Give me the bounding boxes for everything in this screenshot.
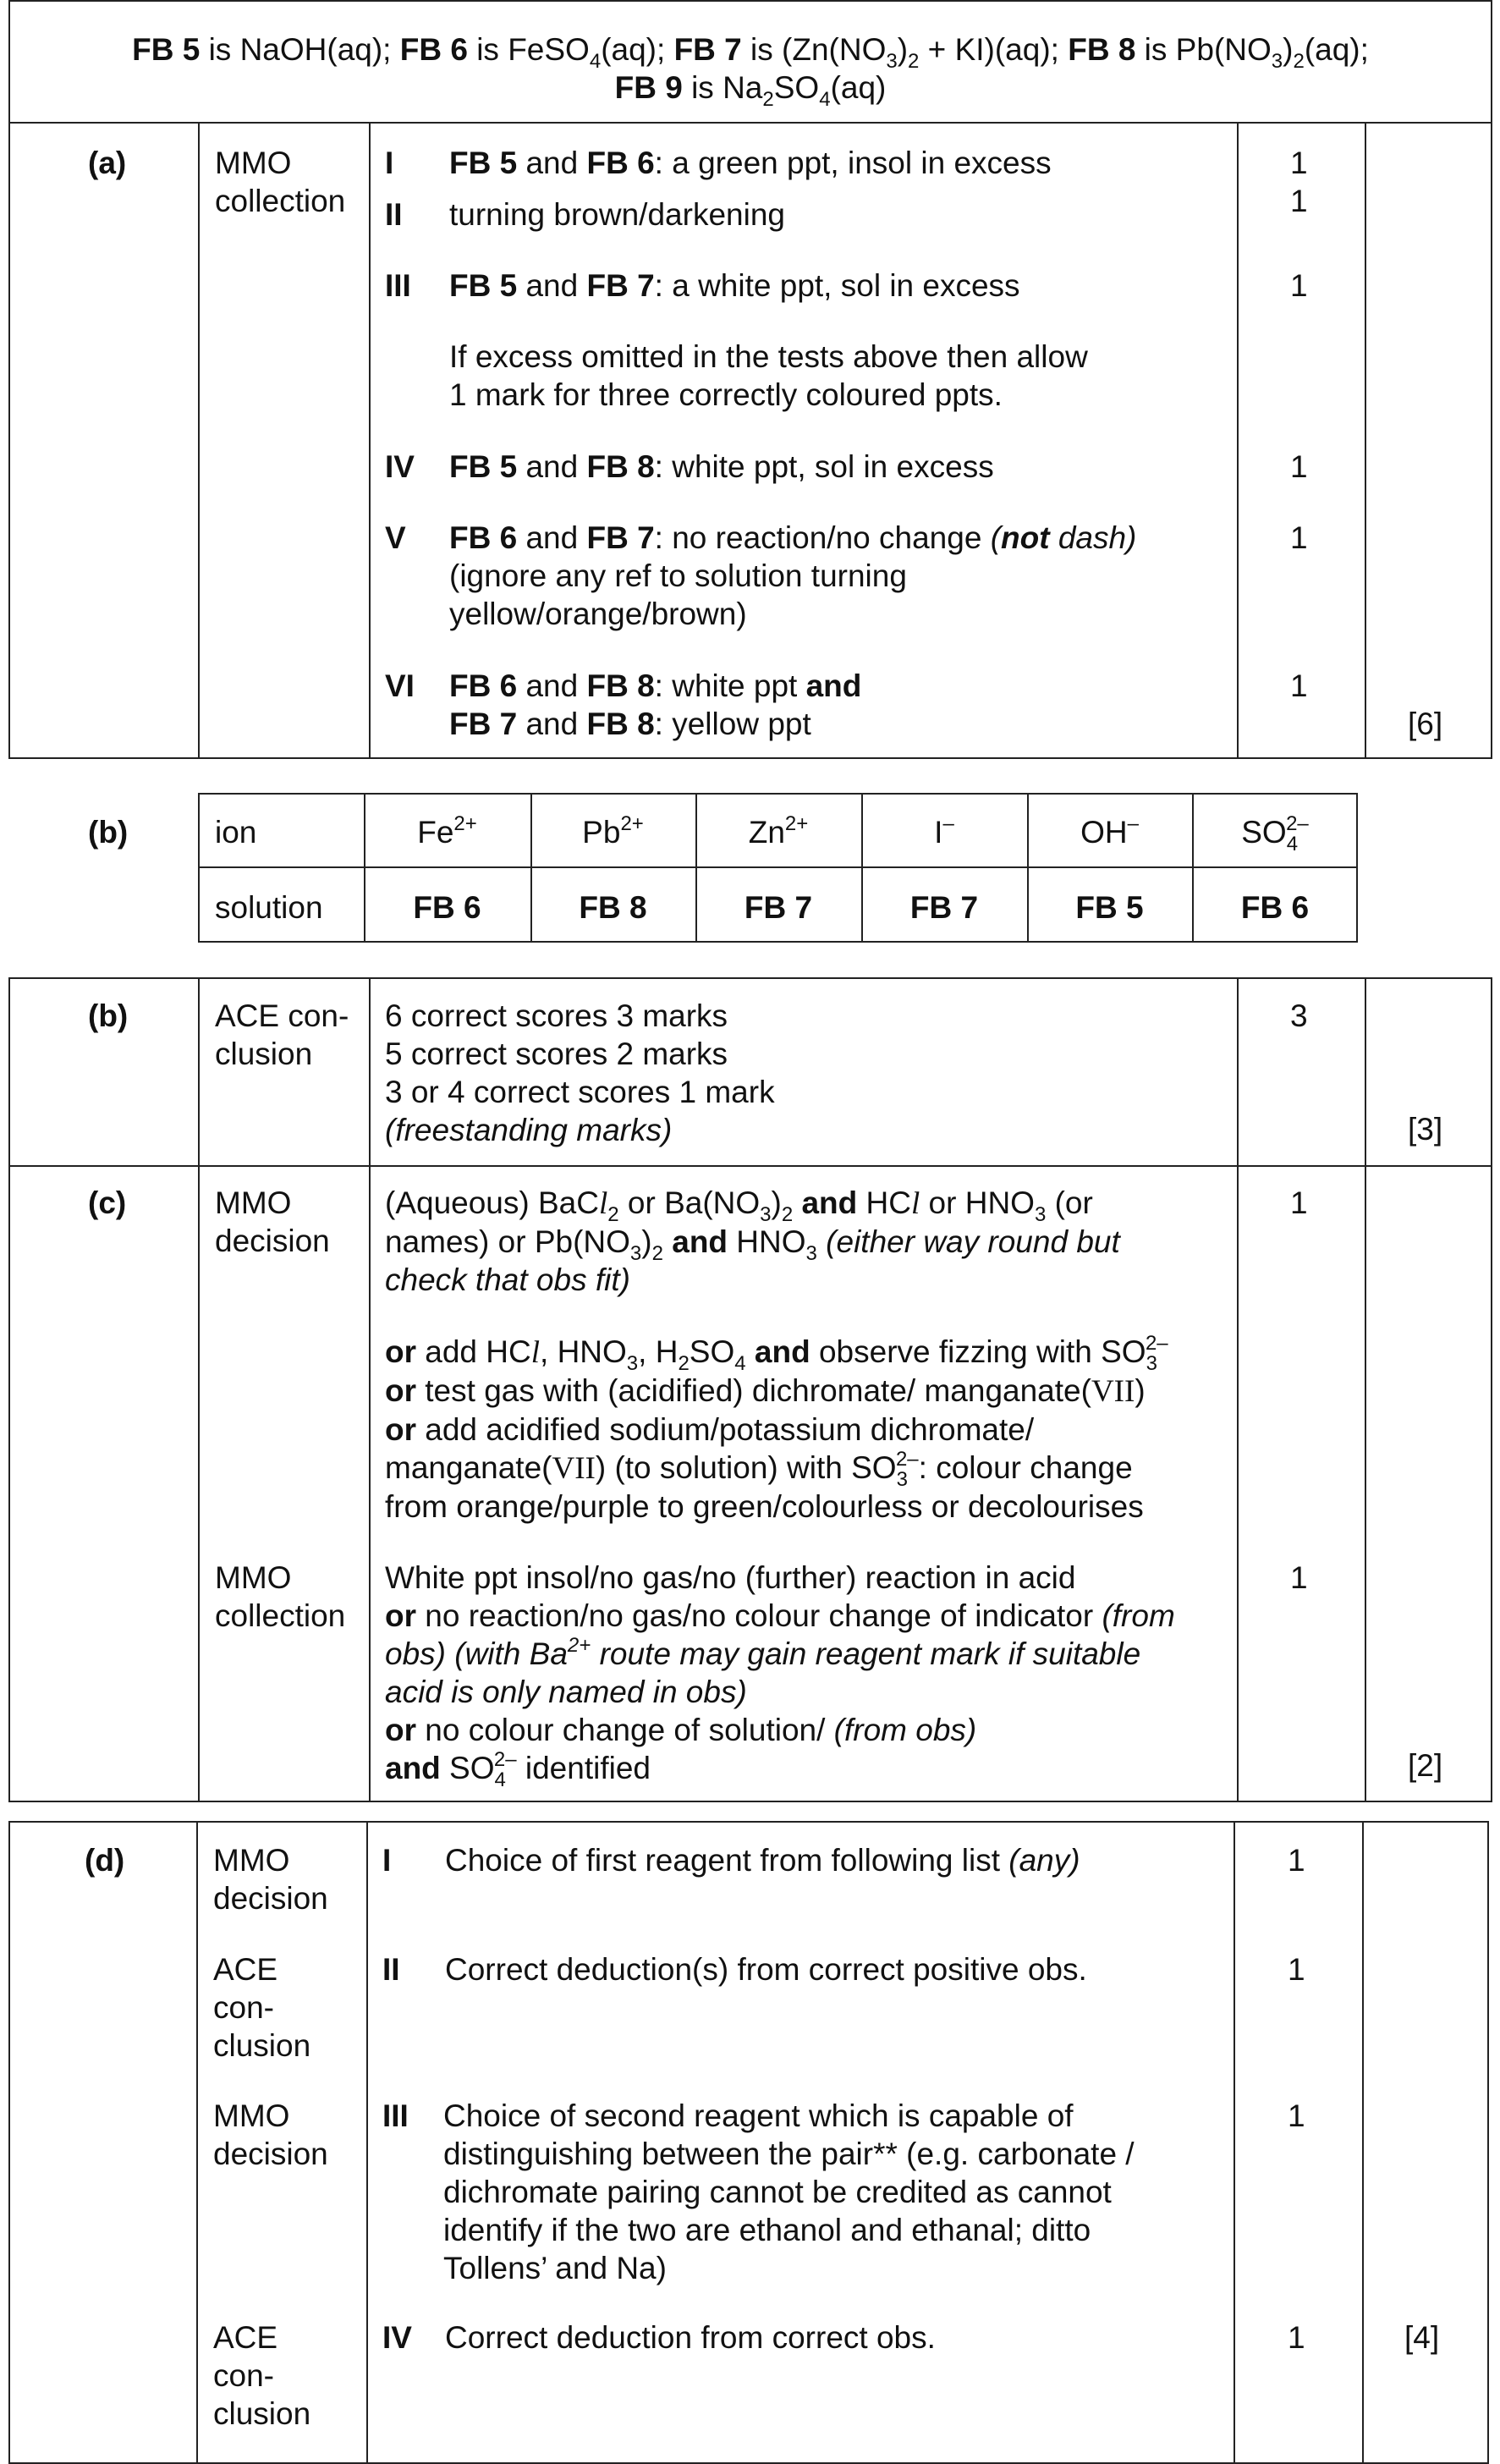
item-a-mark: 1 (1290, 184, 1308, 218)
item-d-num: I (382, 1843, 392, 1878)
section-d-category: ACE con- clusion (213, 2320, 311, 2431)
ion-cell: OH– (1080, 812, 1139, 850)
section-b-label: (b) (88, 998, 129, 1033)
solution-cell: FB 6 (1240, 890, 1310, 925)
item-a-text: FB 5 and FB 6: a green ppt, insol in excess (449, 146, 1052, 180)
note-text: If excess omitted in the tests above then allow 1 mark for three correctly coloured ppts. (449, 339, 1088, 412)
ion-cell: $Zn^{2+}$ (748, 812, 809, 850)
item-a-num: V (385, 520, 406, 555)
item-a-num: III (385, 268, 411, 303)
item-a-num: IV (385, 449, 415, 484)
item-a-mark: 1 (1290, 668, 1308, 703)
section-b-category: ACE con- clusion (215, 998, 349, 1071)
solution-cell: FB 7 (744, 890, 813, 925)
header-line-1: FB 5 is NaOH(aq); FB 6 is FeSO$_4$(aq); FB 7 is $(Zn(NO_3)_2 + KI)(aq)$; FB 8 is $Pb(NO_3)_2(aq)$; (132, 32, 1369, 73)
item-a-text: FB 5 and FB 8: white ppt, sol in excess (449, 449, 994, 484)
item-d-text: Correct deduction from correct obs. (445, 2320, 936, 2355)
solution-cell: FB 8 (579, 890, 647, 925)
ion-table-label: (b) (88, 815, 129, 850)
item-d-text: Correct deduction(s) from correct positive obs. (445, 1952, 1087, 1987)
section-c-category-decision: MMO decision (215, 1185, 330, 1258)
section-c-collection-text: White ppt insol/no gas/no (further) reaction in acid or no reaction/no gas/no colour change of indicator (from obs) (with $Ba^{2+}$ route may gain reagent mark if suitable acid is only named in obs) or no colour change of solution/ (from obs) and $SO_4^{2-}$ identified (385, 1560, 1175, 1791)
section-d-category: MMO decision (213, 2098, 328, 2171)
ion-cell: $Pb^{2+}$ (582, 812, 644, 850)
ion-cell: $Fe^{2+}$ (417, 812, 477, 850)
solution-row-header: solution (215, 890, 323, 925)
item-a-mark: 1 (1290, 146, 1308, 180)
solution-cell: FB 6 (413, 890, 481, 925)
ion-cell: $SO_4^{2-}$ (1241, 812, 1309, 855)
section-a-category: MMO collection (215, 146, 346, 218)
item-d-mark: 1 (1288, 2320, 1305, 2355)
section-b-mark: 3 (1290, 998, 1308, 1033)
section-c-alternatives: or add HCl, $HNO_3$, $H_2SO_4$ and observe fizzing with $SO_3^{2-}$ or test gas with (acidified) dichromate/ manganate(VII) or add acidified sodium/potassium dichromate/ manganate(VII) (to solution) with $SO_3^{2-}$: colour change from orange/purple to green/colourless or decolourises (385, 1332, 1168, 1524)
section-d-label: (d) (85, 1843, 125, 1878)
item-d-mark: 1 (1288, 2098, 1305, 2133)
item-a-text: FB 6 and FB 7: no reaction/no change (not dash) (ignore any ref to solution turning yellow/orange/brown) (449, 520, 1137, 631)
ion-cell: I– (934, 812, 954, 850)
item-a-num: II (385, 197, 403, 232)
section-c-decision-text: (Aqueous) BaCl$_2$ or $Ba(NO_3)_2$ and HCl or $HNO_3$ (or names) or $Pb(NO_3)_2$ and $HNO_3$ (either way round but check that obs fit) (385, 1185, 1120, 1297)
item-a-num: I (385, 146, 394, 180)
section-c-label: (c) (88, 1185, 127, 1220)
section-d-category: ACE con- clusion (213, 1952, 311, 2063)
item-d-num: IV (382, 2320, 412, 2355)
section-b-text: 6 correct scores 3 marks 5 correct scores 2 marks 3 or 4 correct scores 1 mark (freestanding marks) (385, 998, 775, 1147)
header-line-2: FB 9 is $Na_2SO_4(aq)$ (614, 70, 887, 111)
item-a-text: turning brown/darkening (449, 197, 785, 232)
solution-cell: FB 7 (909, 890, 979, 925)
item-a-text: FB 5 and FB 7: a white ppt, sol in excess (449, 268, 1020, 303)
section-a-label: (a) (88, 146, 127, 180)
item-a-mark: 1 (1290, 520, 1308, 555)
section-c-category-collection: MMO collection (215, 1560, 346, 1633)
item-a-num: VI (385, 668, 415, 703)
item-d-text: Choice of second reagent which is capable of distinguishing between the pair** (e.g. carbonate / dichromate pairing cannot be credited as cannot identify if the two are ethanol and ethanal; ditto Tollens’ and Na) (443, 2098, 1135, 2285)
section-b-total: [3] (1408, 1112, 1443, 1147)
item-d-mark: 1 (1288, 1843, 1305, 1878)
item-d-num: III (382, 2098, 409, 2133)
section-d-category: MMO decision (213, 1843, 328, 1916)
section-c-total: [2] (1408, 1748, 1443, 1783)
item-d-text: Choice of first reagent from following list (any) (445, 1843, 1080, 1878)
item-a-mark: 1 (1290, 268, 1308, 303)
section-c-mark: 1 (1290, 1185, 1308, 1220)
item-a-mark: 1 (1290, 449, 1308, 484)
section-d-total: [4] (1404, 2320, 1440, 2355)
section-c-mark: 1 (1290, 1560, 1308, 1595)
solution-cell: FB 5 (1075, 890, 1144, 925)
ion-row-header: ion (215, 815, 257, 850)
item-d-mark: 1 (1288, 1952, 1305, 1987)
item-a-text: FB 6 and FB 8: white ppt and FB 7 and FB 8: yellow ppt (449, 668, 862, 741)
item-d-num: II (382, 1952, 400, 1987)
section-a-total: [6] (1408, 707, 1443, 741)
